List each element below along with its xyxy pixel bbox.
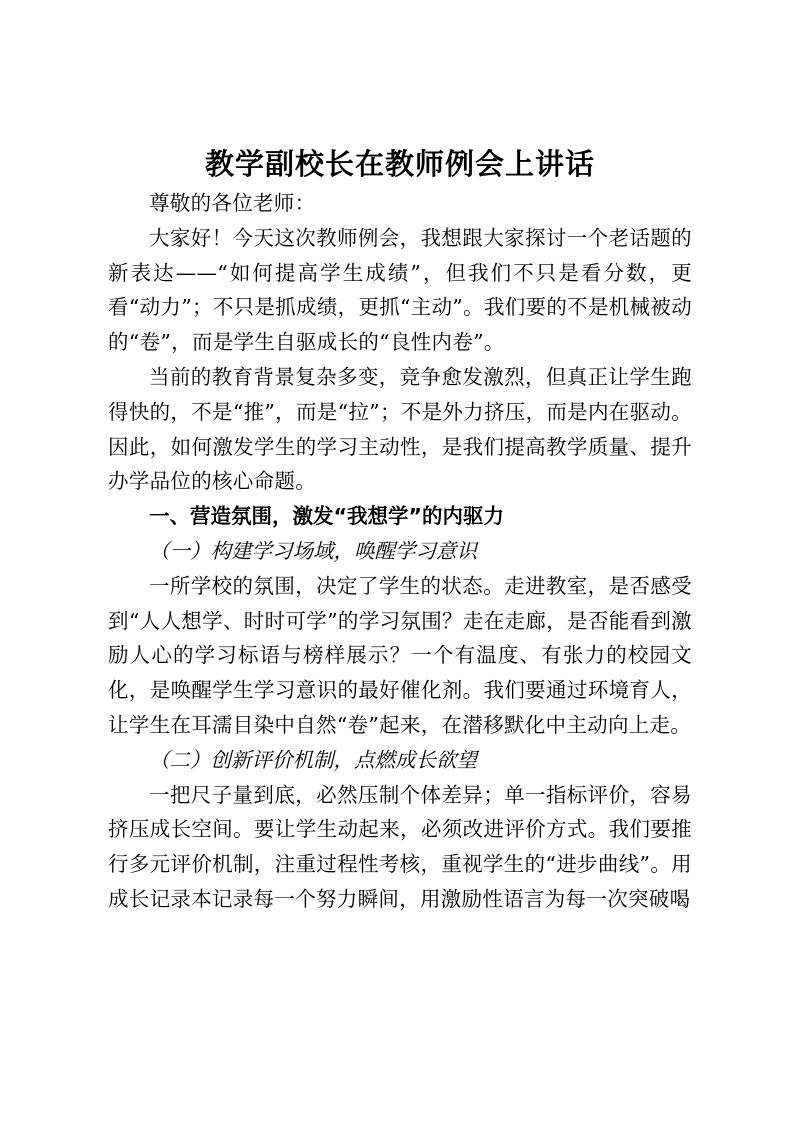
paragraph-atmosphere: 一所学校的氛围，决定了学生的状态。走进教室，是否感受到“人人想学、时时可学”的学习氛围？走在走廊，是否能看到激励人心的学习标语与榜样展示？一个有温度、有张力的校园文化，是唤醒学生学习意识的最好催化剂。我们要通过环境育人，让学生在耳濡目染中自然“卷”起来，在潜移默化中主动向上走。 bbox=[108, 573, 692, 737]
subsection-heading-2: （二）创新评价机制，点燃成长欲望 bbox=[149, 747, 477, 772]
document-page bbox=[108, 142, 692, 917]
salutation: 尊敬的各位老师： bbox=[149, 191, 316, 215]
paragraph-opening: 大家好！今天这次教师例会，我想跟大家探讨一个老话题的新表达——“如何提高学生成绩”，但我们不只是看分数，更看“动力”；不只是抓成绩，更抓“主动”。我们要的不是机械被动的“卷”，而是学生自驱成长的“良性内卷”。 bbox=[108, 225, 692, 355]
subsection-heading-1: （一）构建学习场域，唤醒学习意识 bbox=[149, 538, 477, 563]
section-heading-1: 一、营造氛围，激发“我想学”的内驱力 bbox=[149, 504, 504, 529]
paragraph-background: 当前的教育背景复杂多变，竞争愈发激烈，但真正让学生跑得快的，不是“推”，而是“拉”；不是外力挤压，而是内在驱动。因此，如何激发学生的学习主动性，是我们提高教学质量、提升办学品位的核心命题。 bbox=[108, 364, 692, 494]
document-title: 教学副校长在教师例会上讲话 bbox=[204, 147, 595, 181]
paragraph-evaluation: 一把尺子量到底，必然压制个体差异；单一指标评价，容易挤压成长空间。要让学生动起来，必须改进评价方式。我们要推行多元评价机制，注重过程性考核，重视学生的“进步曲线”。用成长记录本记录每一个努力瞬间，用激励性语言为每一次突破喝 bbox=[108, 782, 692, 911]
